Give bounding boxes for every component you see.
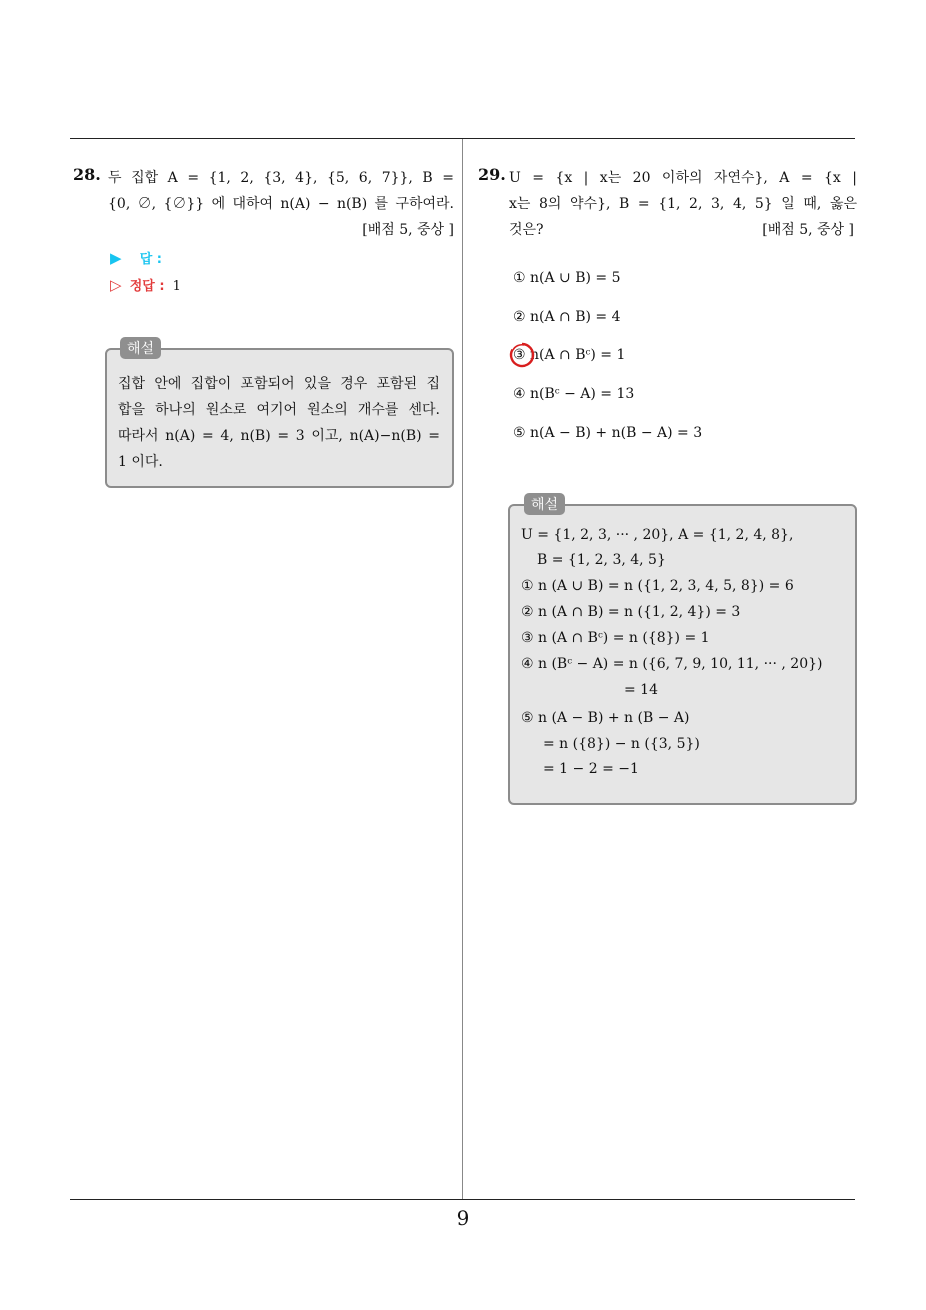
choice-3[interactable]: ③ n(A ∩ Bᶜ) = 1 bbox=[513, 347, 626, 363]
explanation-line-4: ② n (A ∩ B) = n ({1, 2, 4}) = 3 bbox=[521, 604, 741, 620]
column-divider bbox=[462, 139, 463, 1200]
bottom-rule bbox=[70, 1199, 855, 1200]
selected-answer-circle bbox=[508, 341, 536, 369]
score-difficulty: [배점 5, 중상 ] bbox=[362, 222, 454, 238]
score-difficulty: [배점 5, 중상 ] bbox=[762, 222, 854, 238]
correct-answer-value: 1 bbox=[172, 279, 181, 294]
explanation-line-5: ③ n (A ∩ Bᶜ) = n ({8}) = 1 bbox=[521, 630, 710, 646]
explanation-line-3: 따라서 n(A) = 4, n(B) = 3 이고, n(A)−n(B) = bbox=[118, 428, 440, 444]
explanation-line-1: 집합 안에 집합이 포함되어 있을 경우 포함된 집 bbox=[118, 376, 440, 392]
explanation-tag: 해설 bbox=[120, 337, 161, 359]
explanation-line-10: = 1 − 2 = −1 bbox=[543, 761, 639, 777]
choice-4[interactable]: ④ n(Bᶜ − A) = 13 bbox=[513, 386, 635, 402]
choice-2[interactable]: ② n(A ∩ B) = 4 bbox=[513, 309, 621, 325]
correct-answer-label: 정답 : bbox=[129, 279, 165, 294]
question-text-line-2: x는 8의 약수}, B = {1, 2, 3, 4, 5} 일 때, 옳은 bbox=[509, 196, 857, 212]
explanation-line-2: B = {1, 2, 3, 4, 5} bbox=[537, 552, 666, 568]
explanation-line-6: ④ n (Bᶜ − A) = n ({6, 7, 9, 10, 11, ··· , 20}) bbox=[521, 656, 823, 672]
choice-1[interactable]: ① n(A ∪ B) = 5 bbox=[513, 270, 621, 286]
explanation-line-4: 1 이다. bbox=[118, 454, 163, 470]
choice-5[interactable]: ⑤ n(A − B) + n(B − A) = 3 bbox=[513, 425, 703, 441]
question-text-line-1: 두 집합 A = {1, 2, {3, 4}, {5, 6, 7}}, B = bbox=[108, 170, 454, 186]
question-text-line-2: {0, ∅, {∅}} 에 대하여 n(A) − n(B) 를 구하여라. bbox=[108, 196, 454, 212]
explanation-line-9: = n ({8}) − n ({3, 5}) bbox=[543, 736, 700, 752]
explanation-line-3: ① n (A ∪ B) = n ({1, 2, 3, 4, 5, 8}) = 6 bbox=[521, 578, 794, 594]
explanation-line-1: U = {1, 2, 3, ··· , 20}, A = {1, 2, 4, 8}, bbox=[521, 527, 794, 543]
explanation-box bbox=[508, 504, 857, 805]
explanation-line-2: 합을 하나의 원소로 여기어 원소의 개수를 센다. bbox=[118, 402, 440, 418]
page-number: 9 bbox=[456, 1206, 470, 1230]
explanation-line-8: ⑤ n (A − B) + n (B − A) bbox=[521, 710, 690, 726]
answer-field[interactable] bbox=[110, 248, 162, 267]
explanation-line-7: = 14 bbox=[624, 682, 658, 698]
triangle-outline-icon: ▷ bbox=[110, 276, 122, 294]
question-number: 29. bbox=[478, 165, 506, 184]
question-text-line-3: 것은? bbox=[509, 222, 544, 238]
question-text-line-1: U = {x | x는 20 이하의 자연수}, A = {x | bbox=[509, 170, 857, 186]
explanation-tag: 해설 bbox=[524, 493, 565, 515]
play-icon: ▶ bbox=[110, 249, 122, 267]
answer-label: 답 : bbox=[139, 252, 162, 267]
question-number: 28. bbox=[73, 165, 101, 184]
correct-answer bbox=[110, 275, 181, 294]
